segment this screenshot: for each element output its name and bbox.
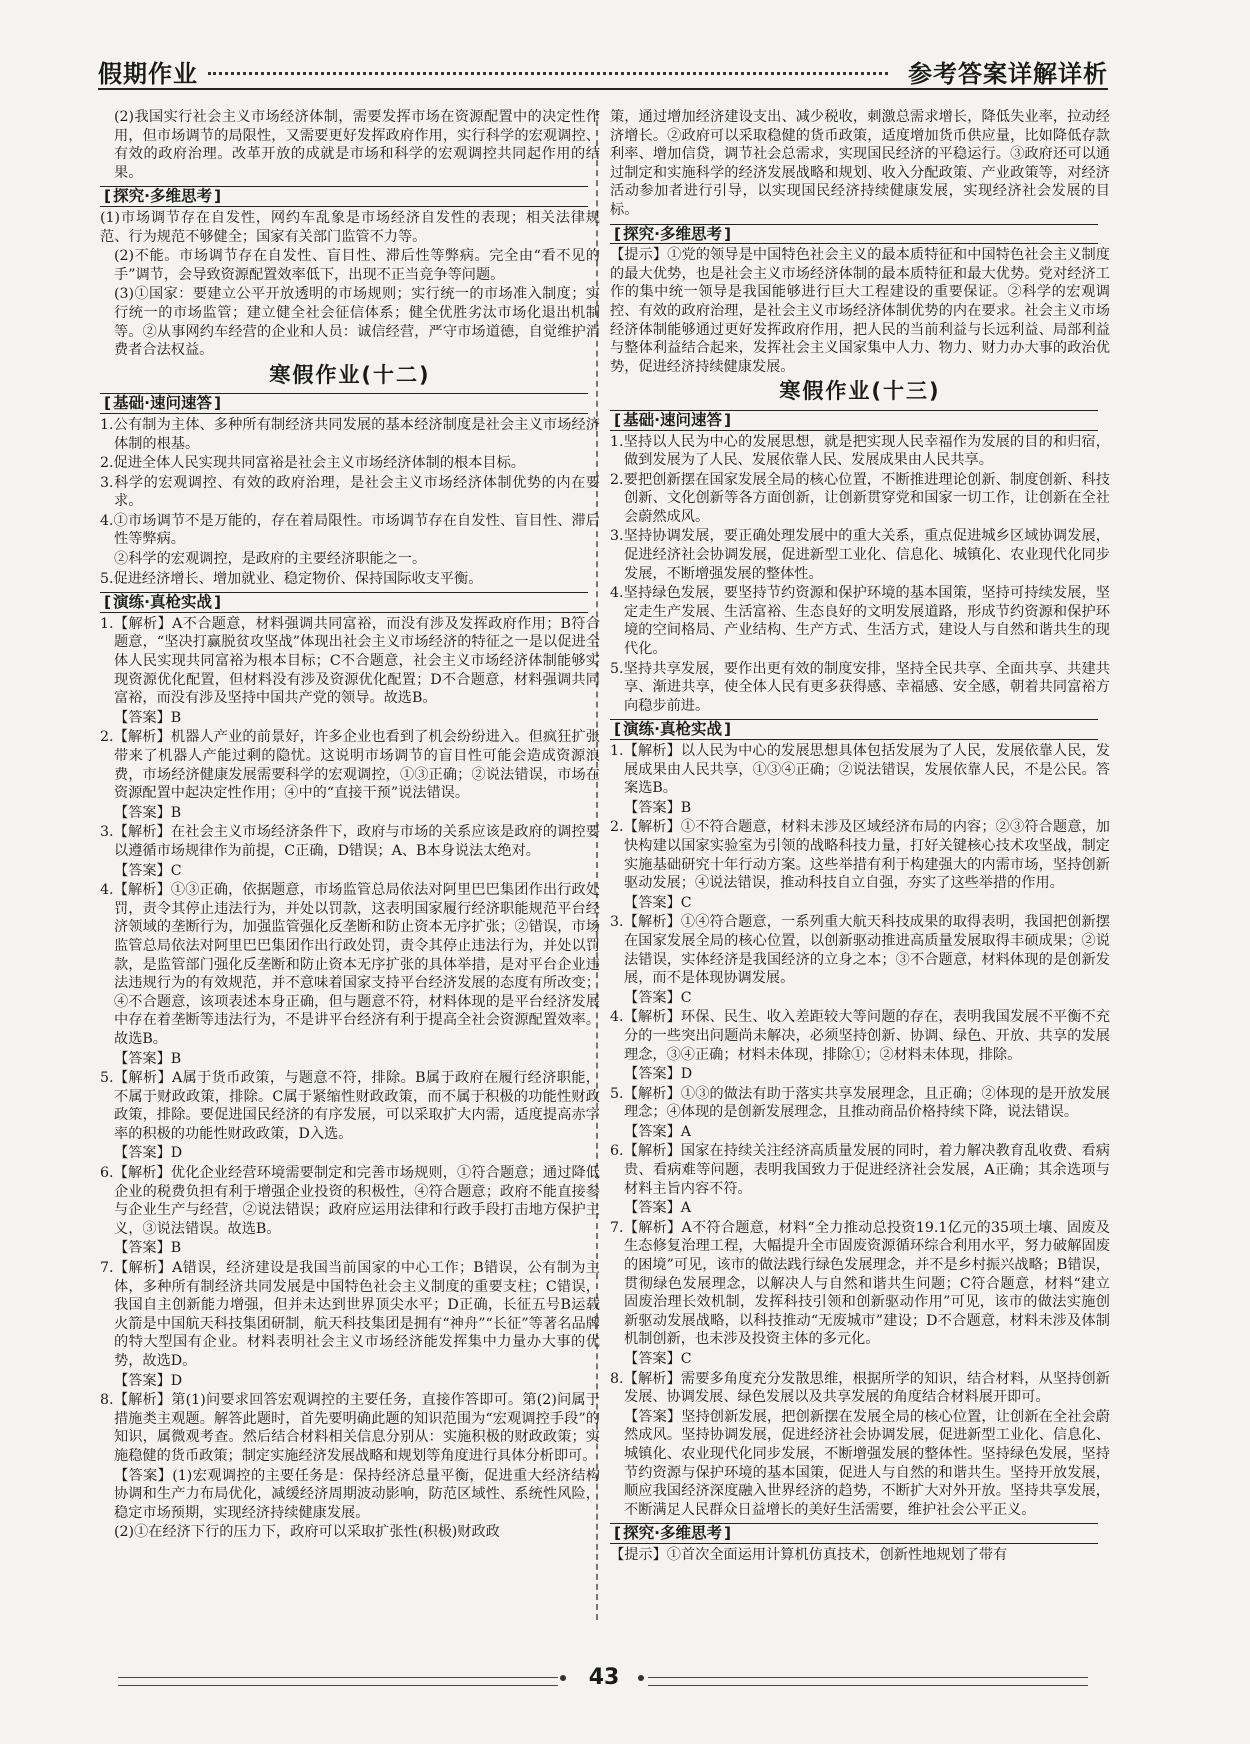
analysis-item: 1.【解析】以人民为中心的发展思想具体包括发展为了人民，发展依靠人民，发展成果由人民共享，①③④正确；②说法错误，发展依靠人民，不是公民。答案选B。 — [610, 743, 1110, 797]
answer-item: 【答案】(1)宏观调控的主要任务是：保持经济总量平衡，促进重大经济结构协调和生产力布局优化，减缓经济周期波动影响，防范区域性、系统性风险，稳定市场预期，实现经济持续健康发展。 — [114, 1467, 600, 1521]
section-heading: [ 演练·真枪实战 ] — [100, 592, 588, 613]
list-item: 1.公有制为主体、多种所有制经济共同发展的基本经济制度是社会主义市场经济体制的根基。 — [100, 416, 600, 452]
analysis-item: 6.【解析】优化企业经营环境需要制定和完善市场规则，①符合题意；通过降低企业的税费负担有利于增强企业投资的积极性，④符合题意；政府不能直接参与企业生产与经营，②说法错误；政府应运用法律和行政手段打击地方保护主义，③说法错误。故选B。 — [100, 1165, 600, 1237]
continued-paragraph: 策，通过增加经济建设支出、减少税收，刺激总需求增长，降低失业率，拉动经济增长。②政府可以采取稳健的货币政策，适度增加货币供应量，比如降低存款利率、增加信贷，调节社会总需求，实现国民经济的平稳运行。③政府还可以通过制定和实施科学的经济发展战略和规划、收入分配政策、产业政策等，对经济活动参加者进行引导，以实现国民经济持续健康发展，实现经济社会发展的目标。 — [610, 109, 1110, 218]
section-heading: [ 探究·多维思考 ] — [100, 186, 588, 207]
list-item: 2.促进全体人民实现共同富裕是社会主义市场经济体制的根本目标。 — [100, 455, 525, 472]
list-item: 5.坚持共享发展，要作出更有效的制度安排，坚持全民共享、全面共享、共建共享、渐进共享，使全体人民有更多获得感、幸福感、安全感，朝着共同富裕方向稳步前进。 — [610, 660, 1110, 714]
list-item: 1.坚持以人民为中心的发展思想，就是把实现人民幸福作为发展的目的和归宿，做到发展为了人民、发展依靠人民、发展成果由人民共享。 — [610, 433, 1110, 469]
analysis-item: 2.【解析】机器人产业的前景好，许多企业也看到了机会纷纷进入。但疯狂扩张带来了机器人产能过剩的隐忧。这说明市场调节的盲目性可能会造成资源浪费，市场经济健康发展需要科学的宏观调控，①③正确；②说法错误，市场在资源配置中起决定性作用；④中的“直接干预”说法错误。 — [100, 729, 600, 802]
footer-dot — [560, 1675, 566, 1681]
list-item: 5.促进经济增长、增加就业、稳定物价、保持国际收支平衡。 — [100, 570, 483, 587]
page-number: 43 — [588, 1665, 620, 1690]
section-heading: [ 探究·多维思考 ] — [610, 1523, 1098, 1544]
analysis-item: 8.【解析】第(1)问要求回答宏观调控的主要任务，直接作答即可。第(2)问属于措施类主观题。解答此题时，首先要明确此题的知识范围为“宏观调控手段”的知识，属微观考查。然后结合材料相关信息分别从：实施积极的财政政策；实施稳健的货币政策；制定实施经济发展战略和规划等角度进行具体分析即可。 — [100, 1392, 600, 1464]
list-item: ②科学的宏观调控，是政府的主要经济职能之一。 — [114, 551, 427, 568]
section-heading: [ 基础·速问速答 ] — [100, 393, 588, 414]
header-left-title: 假期作业 — [98, 60, 198, 88]
analysis-item: 4.【解析】①③正确，依据题意，市场监管总局依法对阿里巴巴集团作出行政处罚，责令其停止违法行为，并处以罚款，这表明国家履行经济职能规范平台经济领域的垄断行为，加强监管强化反垄断和防止资本无序扩张；②错误，市场监管总局依法对阿里巴巴集团作出行政处罚，责令其停止违法行为，并处以罚款，是监管部门强化反垄断和防止资本无序扩张的具体举措，是对平台企业违法违规行为的有效规范，并不意味着国家支持平台经济发展的态度有所改变；④不合题意，该项表述本身正确，但与题意不符，材料体现的是平台经济发展中存在着垄断等违法行为，不是讲平台经济有利于提高全社会资源配置效率。故选B。 — [100, 882, 600, 1047]
answer-item: 【答案】C — [624, 894, 692, 911]
answer-item: 【答案】B — [114, 1050, 182, 1067]
answer-item: 【答案】坚持创新发展，把创新摆在发展全局的核心位置，让创新在全社会蔚然成风。坚持协调发展，促进经济社会协调发展，促进新型工业化、信息化、城镇化、农业现代化同步发展，不断增强发展的整体性。坚持绿色发展，坚持节约资源与保护环境的基本国策，促进人与自然的和谐共生。坚持开放发展，顺应我国经济深度融入世界经济的趋势，不断扩大对外开放。坚持共享发展，不断满足人民群众日益增长的美好生活需要，维护社会公平正义。 — [624, 1408, 1110, 1518]
analysis-item: 3.【解析】①④符合题意，一系列重大航天科技成果的取得表明，我国把创新摆在国家发展全局的核心位置，以创新驱动推进高质量发展取得丰硕成果；②说法错误，实体经济是我国经济的立身之本；③不合题意，材料体现的是创新发展，而不是体现协调发展。 — [610, 914, 1110, 987]
footer-dot — [638, 1675, 644, 1681]
list-item: 4.坚持绿色发展，要坚持节约资源和保护环境的基本国策，坚持可持续发展，坚定走生产发展、生活富裕、生态良好的文明发展道路，形成节约资源和保护环境的空间格局、产业结构、生产方式、生活方式，建设人与自然和谐共生的现代化。 — [610, 585, 1110, 658]
analysis-item: 1.【解析】A不合题意，材料强调共同富裕，而没有涉及发挥政府作用；B符合题意，“坚决打赢脱贫攻坚战”体现出社会主义市场经济的特征之一是以促进全体人民实现共同富裕为根本目标；C不合题意，社会主义市场经济体制能够实现资源优化配置，但材料没有涉及资源优化配置；D不合题意，材料强调共同富裕，而没有涉及坚持中国共产党的领导。故选B。 — [100, 615, 600, 707]
analysis-item: 4.【解析】环保、民生、收入差距较大等问题的存在，表明我国发展不平衡不充分的一些突出问题尚未解决，必须坚持创新、协调、绿色、开放、共享的发展理念，③④正确；材料未体现，排除①；②材料未体现，排除。 — [610, 1009, 1110, 1063]
intro-paragraph: (2)我国实行社会主义市场经济体制，需要发挥市场在资源配置中的决定性作用，但市场调节的局限性，又需要更好发挥政府作用，实行科学的宏观调控、有效的政府治理。改革开放的成就是市场和科学的宏观调控共同起作用的结果。 — [114, 109, 600, 181]
footer-rule — [648, 1685, 1088, 1686]
tip-paragraph: (3)①国家：要建立公平开放透明的市场规则；实行统一的市场准入制度；实行统一的市场监管；建立健全社会征信体系；健全优胜劣汰市场化退出机制等。②从事网约车经营的企业和人员：诚信经营，严守市场道德，自觉维护消费者合法权益。 — [114, 286, 600, 359]
page-footer — [98, 1665, 1108, 1705]
answer-item: 【答案】B — [114, 709, 182, 726]
tip-paragraph: (2)不能。市场调节存在自发性、盲目性、滞后性等弊病。完全由“看不见的手”调节，会导致资源配置效率低下，出现不正当竞争等问题。 — [114, 248, 600, 283]
answer-item: 【答案】D — [114, 1372, 183, 1389]
answer-item: 【答案】A — [624, 1200, 691, 1217]
analysis-item: 5.【解析】A属于货币政策，与题意不符，排除。B属于政府在履行经济职能，不属于财政政策，排除。C属于紧缩性财政政策，而不属于积极的功能性财政政策，排除。要促进国民经济的有序发展，可以采取扩大内需，适度提高赤字率的积极的功能性财政政策，D入选。 — [100, 1070, 600, 1142]
analysis-item: 6.【解析】国家在持续关注经济高质量发展的同时，着力解决教育乱收费、看病贵、看病难等问题，表明我国致力于促进经济社会发展，A正确；其余选项与材料主旨内容不符。 — [610, 1143, 1110, 1197]
analysis-item: 7.【解析】A不符合题意，材料“全力推动总投资19.1亿元的35项土壤、固废及生态修复治理工程，大幅提升全市固废资源循环综合利用水平，努力破解固废的困境”可见，该市的做法践行绿色发展理念，并不是乡村振兴战略；B错误，贯彻绿色发展理念，以解决人与自然和谐共生问题；C符合题意，材料“建立固废治理长效机制，发挥科技引领和创新驱动作用”可见，该市的做法实施创新驱动发展战略，以科技推动“无废城市”建设；D不合题意，材料未涉及体制机制创新，也未涉及投资主体的多元化。 — [610, 1219, 1110, 1348]
analysis-item: 5.【解析】①③的做法有助于落实共享发展理念，且正确；②体现的是开放发展理念；④体现的是创新发展理念，且推动商品价格持续下降，说法错误。 — [610, 1085, 1110, 1121]
answer-item: 【答案】C — [624, 1351, 692, 1367]
analysis-item: 3.【解析】在社会主义市场经济条件下，政府与市场的关系应该是政府的调控要以遵循市场规律作为前提，C正确，D错误；A、B本身说法太绝对。 — [100, 824, 600, 859]
list-item: 3.坚持协调发展，要正确处理发展中的重大关系，重点促进城乡区域协调发展，促进经济社会协调发展，促进新型工业化、信息化、城镇化、农业现代化同步发展，不断增强发展的整体性。 — [610, 528, 1110, 582]
section-heading: [ 基础·速问速答 ] — [610, 410, 1098, 431]
answer-item: 【答案】C — [624, 989, 692, 1006]
header-right-title: 参考答案详解详析 — [908, 60, 1108, 88]
footer-rule — [648, 1677, 1088, 1678]
analysis-item: 8.【解析】需要多角度充分发散思维，根据所学的知识，结合材料，从坚持创新发展、协调发展、绿色发展以及共享发展的角度结合材料展开即可。 — [610, 1370, 1110, 1406]
header-dotted-line — [208, 72, 888, 75]
assignment-title: 寒假作业(十三) — [779, 379, 941, 404]
answer-item: (2)①在经济下行的压力下，政府可以采取扩张性(积极)财政政 — [114, 1524, 500, 1541]
answer-item: 【答案】D — [624, 1066, 693, 1083]
tip-paragraph: 【提示】①首次全面运用计算机仿真技术，创新性地规划了带有 — [610, 1546, 1008, 1563]
page-header — [98, 50, 1108, 90]
analysis-item: 2.【解析】①不符合题意，材料未涉及区域经济布局的内容；②③符合题意，加快构建以国家实验室为引领的战略科技力量，打好关键核心技术攻坚战，制定实施基础研究十年行动方案。这些举措有利于构建强大的内需市场，坚持创新驱动发展；④说法错误，推动科技自立自强，夯实了这些举措的作用。 — [610, 819, 1110, 892]
tip-paragraph: (1)市场调节存在自发性，网约车乱象是市场经济自发性的表现；相关法律规范、行为规范不够健全；国家有关部门监管不力等。 — [100, 209, 600, 245]
footer-rule — [118, 1677, 558, 1678]
answer-item: 【答案】A — [624, 1123, 691, 1140]
header-rule — [98, 88, 1108, 90]
answer-item: 【答案】C — [114, 862, 182, 879]
section-heading: [ 探究·多维思考 ] — [610, 224, 1098, 245]
analysis-item: 7.【解析】A错误，经济建设是我国当前国家的中心工作；B错误，公有制为主体，多种所有制经济共同发展是中国特色社会主义制度的重要支柱；C错误，我国自主创新能力增强，但并未达到世界顶尖水平；D正确，长征五号B运载火箭是中国航天科技集团研制，航天科技集团是拥有“神舟”“长征”等著名品牌的特大型国有企业。材料表明社会主义市场经济能发挥集中力量办大事的优势，故选D。 — [100, 1260, 600, 1369]
list-item: 4.①市场调节不是万能的，存在着局限性。市场调节存在自发性、盲目性、滞后性等弊病。 — [100, 512, 600, 548]
section-heading: [ 演练·真枪实战 ] — [610, 719, 1098, 740]
right-column — [610, 108, 1110, 1668]
answer-item: 【答案】B — [114, 804, 182, 821]
left-column — [100, 108, 600, 1668]
list-item: 3.科学的宏观调控、有效的政府治理，是社会主义市场经济体制优势的内在要求。 — [100, 474, 600, 510]
list-item: 2.要把创新摆在国家发展全局的核心位置，不断推进理论创新、制度创新、科技创新、文化创新等各方面创新，让创新贯穿党和国家一切工作，让创新在全社会蔚然成风。 — [610, 471, 1110, 525]
assignment-title: 寒假作业(十二) — [269, 362, 431, 387]
answer-item: 【答案】B — [114, 1240, 182, 1257]
answer-item: 【答案】D — [114, 1145, 183, 1162]
footer-rule — [118, 1685, 558, 1686]
answer-item: 【答案】B — [624, 799, 692, 816]
tip-paragraph: 【提示】①党的领导是中国特色社会主义的最本质特征和中国特色社会主义制度的最大优势，也是社会主义市场经济体制的最本质特征和最大优势。党对经济工作的集中统一领导是我国能够进行巨大工程建设的重要保证。②科学的宏观调控、有效的政府治理，是社会主义市场经济体制优势的内在要求。社会主义市场经济体制能够通过更好发挥政府作用，把人民的当前利益与长远利益、局部利益与整体利益结合起来，发挥社会主义国家集中人力、物力、财力办大事的政治优势，促进经济持续健康发展。 — [610, 247, 1110, 375]
